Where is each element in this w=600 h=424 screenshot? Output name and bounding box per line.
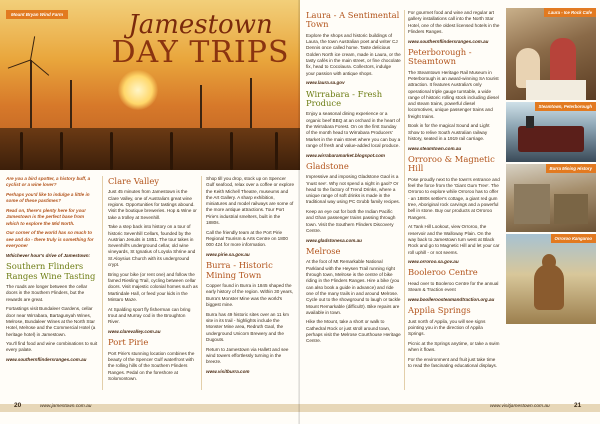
title-jamestown: Jamestown <box>128 10 273 40</box>
footer-bar <box>300 404 600 412</box>
body-text: Just north of Appila, you will see signs pointing you in the direction of Appila Springs. <box>408 318 486 337</box>
left-footer <box>0 396 300 424</box>
body-text: The roads are longer between the cellar doors in the Southern Flinders, but the rewards are great. <box>6 284 88 302</box>
section-heading: Melrose <box>306 246 341 257</box>
page-number: 21 <box>574 402 582 409</box>
web-link[interactable]: www.boolleroosteamandtraction.org.au <box>408 296 495 302</box>
photo-label: Burra Mining History <box>546 164 597 173</box>
section-heading: Wirrabara - Fresh Produce <box>306 88 383 108</box>
body-text: Just 45 minutes from Jamestown is the Clare Valley, one of Australia's great wine regions. Opportunities for tastings abound. Visit the boutique breweries. Hop & Wine or take a trolley at Sevenhill. <box>108 189 197 220</box>
photo-orroroo-kangaroo <box>506 234 596 324</box>
body-text: Impressive and imposing Gladstone Gaol is a 'must see'. Why not spend a night in gaol? Or head to the factory of Trend Drinks, where a unique range of soft drinks is made in the traditional way using PC Grubb family recipes. <box>306 174 400 205</box>
body-text: At the foot of Mt Remarkable National Parkland with the Heysen Trail running right through town, Melrose is the centre of bike riding in the Flinders Ranges. Hire a bike (you can also book a guide in advance) and ride one of the many trails in and around Melrose. Cycle out to the showground to laugh or tackle Mount Remarkable (difficult!). Bike repairs are available in town. <box>306 259 401 315</box>
body-text: Call the friendly team at the Port Pirie Regional Tourism & Arts Centre on 1800 000 424 for more information. <box>206 229 288 248</box>
column-divider <box>102 176 103 390</box>
body-text: Head over to Booleroo Centre for the annual Steam & Traction event <box>408 280 499 293</box>
body-text: Keep an eye out for both the Indian Pacific and Ghan passenger trains passing through town. Visit the Southern Flinders Discovery Centre. <box>306 209 396 234</box>
photo-laura-cafe <box>506 8 596 100</box>
stone-building <box>514 184 550 224</box>
intro-text: Perhaps you'd like to indulge a little in some of these pastimes? <box>6 191 90 204</box>
body-text: Hike the Mount, take a short or walk to Cathedral Rock or just stroll around town, perhaps visit the Melrose Courthouse Heritage Centre. <box>306 319 401 344</box>
left-col-3 <box>206 176 294 375</box>
wind-turbine <box>70 80 72 130</box>
body-text: For the environment and fruit just take time to read the fascinating educational displays. <box>408 356 498 369</box>
footer-url[interactable]: www.jamestown.com.au <box>40 404 92 409</box>
turbine-blade <box>30 36 35 60</box>
turbine-blade <box>8 60 31 69</box>
section-heading: Appila Springs <box>408 305 471 316</box>
body-text: Take a step back into history on a tour of historic Sevenhill Cellars, founded by the Austrian Jesuits in 1851. The tour takes in Sevenhill's underground cellar, old wine vineyards, St Ignatius of Loyola Shrine and St Aloysius Church with its underground crypt. <box>108 224 196 268</box>
photo-label: Steamtown, Peterborough <box>535 102 596 111</box>
section-heading: Peterborough - Steamtown <box>408 46 472 67</box>
body-text: At Tank Hill Lookout, view Orroroo, the reservoir and the Walloway Plain. On the way back to Jamestown turn west at Black Rock and go to Magnetic Hill and let your car roll uphill - or not seems. <box>408 224 500 255</box>
photo-burra-mining <box>506 164 596 232</box>
vineyard-field <box>0 128 300 170</box>
kangaroo-figure <box>534 264 564 310</box>
body-text: For gourmet food and wine and regular art gallery installations call into the North Star Hotel, one of the oldest licensed hotels in the Flinders Ranges. <box>408 10 500 34</box>
web-link[interactable]: www.southernflindersranges.com.au <box>6 357 87 363</box>
body-text: Picnic at the Springs anytime, or take a swim when it flows. <box>408 340 500 353</box>
sun <box>118 70 158 110</box>
photo-steamtown <box>506 102 596 162</box>
vine-post <box>110 132 113 170</box>
kangaroo-head <box>542 254 556 270</box>
page-number: 20 <box>14 402 22 409</box>
section-heading: Orroroo & Magnetic Hill <box>408 154 495 174</box>
vine-post <box>170 132 173 170</box>
photo-label: Orroroo Kangaroo <box>551 234 596 243</box>
column-divider <box>404 10 405 390</box>
section-heading: Booleroo Centre <box>408 267 478 278</box>
right-col-2 <box>408 10 500 373</box>
photo-label: Laura - Ice Rock Cafe <box>544 8 596 17</box>
web-link[interactable]: www.clarevalley.com.au <box>108 328 161 334</box>
body-text: Bring your bike (or rent one) and follow the famed Riesling Trail, cycling between cellar doors. Visit majestic colonial homes such as Martindale Hall, or feed your kids in the Mintaro Maze. <box>108 271 198 302</box>
column-divider <box>201 176 202 390</box>
body-text: Book in for the magical Sound and Light Show to relive South Australian railway history, seated in a 1919 rail carriage. <box>408 123 490 142</box>
section-heading: Burra - Historic Mining Town <box>206 260 273 280</box>
left-col-1 <box>6 176 98 363</box>
web-link[interactable]: www.laura.sa.gov <box>306 80 345 86</box>
web-link[interactable]: www.steamtown.com.au <box>408 145 462 151</box>
body-text: Explore the shops and historic buildings of Laura, the town Australian poet and writer CJ Dennis once called home. Taste delicious Golden North ice cream, made in Laura, or the tasty cafés in the main street, or fine chocolate fix, head to Cocolaura. Collectors, indulge your passion with antique shops. <box>306 32 401 76</box>
intro-text: Our corner of the world has so much to see and do - there truly is something for everyone! <box>6 230 94 248</box>
left-col-2 <box>108 176 198 385</box>
intro-text: Are you a bird spotter, a history buff, a cyclist or a wine lover? <box>6 176 91 188</box>
right-page <box>300 0 600 424</box>
turbine-blade <box>30 60 49 76</box>
right-col-1 <box>306 10 401 348</box>
web-link[interactable]: www.visitburra.com <box>206 368 250 374</box>
section-heading: Clare Valley <box>108 176 160 186</box>
web-link[interactable]: www.pirie.sa.gov.au <box>206 252 250 258</box>
body-text: The Steamtown Heritage Rail Museum in Peterborough is an award-winning SA tourist attraction. It features Australia's only operational triple gauge turntable, a wide range of historic rolling stock including diesel and steam trains, powerful diesel locomotives, unique passenger trains and freight trains. <box>408 69 499 119</box>
stone-building <box>554 194 588 224</box>
web-link[interactable]: www.orroroo.sa.gov.au <box>408 259 459 265</box>
smokestack <box>526 116 534 128</box>
body-text: Copper found in Burra in 1845 shaped the early history of the region. Within 30 years, Burra's Monster Mine was the world's biggest mine. <box>206 283 294 308</box>
title-day-trips: DAY TRIPS <box>111 35 290 70</box>
cafe-counter <box>526 80 586 100</box>
vine-post <box>60 132 63 170</box>
locomotive <box>518 126 584 152</box>
vine-post <box>20 132 23 170</box>
web-link[interactable]: www.wirrabaramarket.blogspot.com <box>306 152 385 158</box>
wind-turbine <box>200 85 202 130</box>
section-heading: Laura - A Sentimental Town <box>306 10 400 30</box>
hero-photo-wind-farm-sunset <box>0 0 300 170</box>
body-text: Fortastings visit Bundaleer Gardens, cellar door near Wirrabara, Bartagunyah Wines, Melrose, Bundaleer Wines at the North Star Hotel, Melrose and the Commercial Hotel (a heritage hotel) in Jamestown. <box>6 306 96 337</box>
vine-post <box>275 132 278 170</box>
body-text: You'll find food and wine combinations to suit every palate. <box>6 341 98 353</box>
body-text: Shop till you drop, stock up on Spencer Gulf seafood, relax over a coffee or explore the Keith Michell Theatre, museums and the Art Gallery. A sharp exhibition, miniatures and model railways are some of the more antique attractions. Tour Port Pirie's industrial smelters, built in the 1880s. <box>206 176 295 226</box>
section-heading: Southern Flinders Ranges Wine Tasting <box>6 261 96 281</box>
section-tag: Mount Bryan Wind Farm <box>6 10 68 19</box>
footer-url[interactable]: www.visitjamestown.com.au <box>490 404 550 409</box>
body-text: Port Pirie's stunning location combines the beauty of the Spencer Gulf waterfront with the rolling hills of the Southern Flinders Ranges. Pedal on the foreshore at Solomontown. <box>108 350 195 381</box>
web-link[interactable]: www.gladstonesa.com.au <box>306 237 362 243</box>
web-link[interactable]: www.southernflindersranges.com.au <box>408 38 489 44</box>
body-text: Return to Jamestown via Hallett and see wind towers effortlessly turning in the breeze. <box>206 346 289 365</box>
body-text: Burra has 49 historic sites over an 11 km site in its trail - highlights include the Monster Mine area, Redruth Gaol, the underground Unicorn Brewery and the Dugouts. <box>206 311 289 342</box>
right-footer <box>300 396 600 424</box>
intro-text: Read on, there's plenty here for you! Jamestown is the perfect base from which to explore the Mid North. <box>6 207 86 226</box>
section-heading: Port Pirie <box>108 337 149 348</box>
body-text: Enjoy a seasonal dining experience or a organic beef BBQ at an orchard in the heart of the Wirrabara Forest. On on the first Sunday of the month head to Wirrabara Producers' Market in the main street where you can buy a range of fresh and value-added local produce. <box>306 111 401 148</box>
body-text: Pose proudly next to the town's entrance and feel the force from the 'Giant Gum Tree'. The Orroroo to explore while Orroroo has to offer - an 1880s settler's cottage, a giant red gum tree, Aboriginal rock carvings and a powerful bell in stone. Buy our products at Orroroo Rangers. <box>408 176 500 220</box>
wind-turbine <box>250 78 252 130</box>
vine-post <box>230 132 233 170</box>
section-heading: Gladstone <box>306 160 349 171</box>
body-text: At Spalding sport fly fisherman can bring trout and Murray cod in the Broughton River. <box>108 306 191 325</box>
page-title <box>108 12 293 68</box>
intro-text: Whichever hour's drive of Jamestown: <box>6 252 91 258</box>
wind-turbine <box>30 60 32 130</box>
